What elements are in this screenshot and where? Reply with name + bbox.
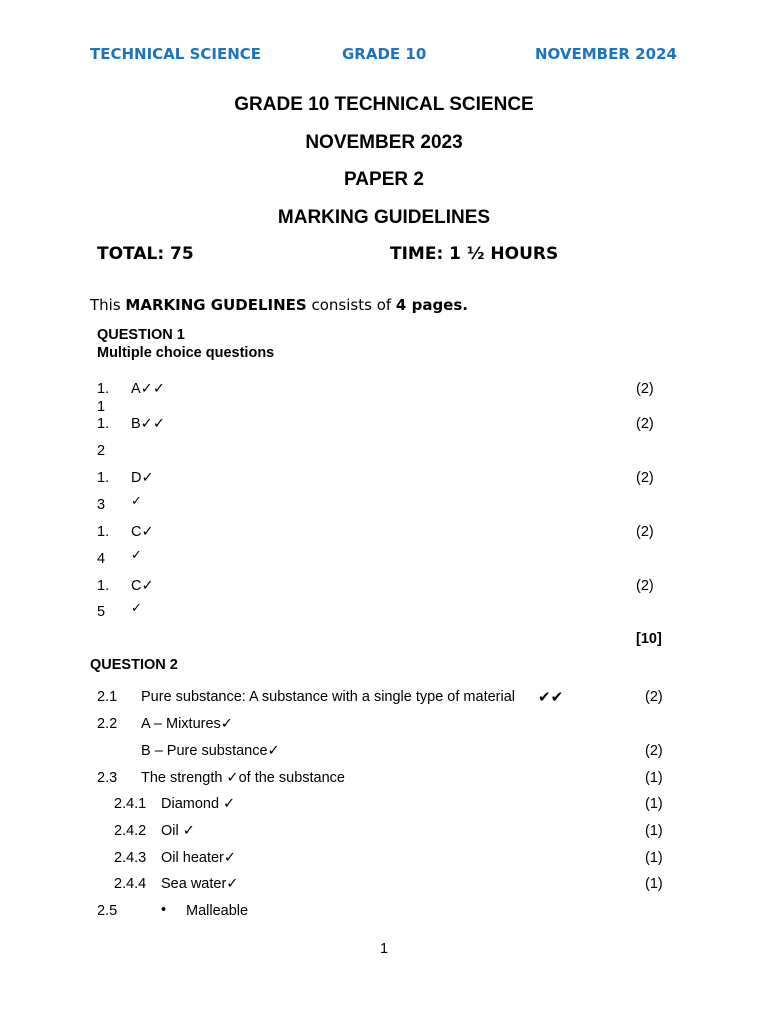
q2-item-text: B – Pure substance✓ xyxy=(141,743,280,759)
q2-item-number: 2.4.3 xyxy=(114,850,147,866)
q1-item-answer: C✓ xyxy=(131,578,154,594)
q1-item-tick: ✓ xyxy=(131,548,142,563)
pages-statement-doc-name: MARKING GUDELINES xyxy=(125,296,307,314)
q2-item-mark: (2) xyxy=(645,689,663,705)
question-1-total: [10] xyxy=(636,631,662,647)
q1-item-mark: (2) xyxy=(636,416,654,432)
question-1-heading: QUESTION 1 xyxy=(97,327,185,343)
q2-item-number: 2.4.4 xyxy=(114,876,147,892)
q2-item-number: 2.3 xyxy=(97,770,118,786)
q2-item-mark: (1) xyxy=(645,850,663,866)
q2-item-text: Pure substance: A substance with a single type of material xyxy=(141,689,515,705)
total-marks: TOTAL: 75 xyxy=(97,244,194,264)
q2-item-mark: (2) xyxy=(645,743,663,759)
bullet-icon: • xyxy=(161,902,167,918)
q1-item-mark: (2) xyxy=(636,524,654,540)
q1-item-answer: C✓ xyxy=(131,524,154,540)
question-2-heading: QUESTION 2 xyxy=(90,657,178,673)
q2-item-text: Sea water✓ xyxy=(161,876,239,892)
q1-item-number: 1. xyxy=(97,578,110,594)
page-number: 1 xyxy=(379,941,389,957)
header-date: NOVEMBER 2024 xyxy=(535,45,677,63)
q1-item-answer: B✓✓ xyxy=(131,416,165,432)
header-grade: GRADE 10 xyxy=(342,45,427,63)
q1-item-number-sub: 2 xyxy=(97,443,106,459)
q1-item-mark: (2) xyxy=(636,470,654,486)
title-line-3: PAPER 2 xyxy=(344,169,424,190)
q1-item-number-sub: 4 xyxy=(97,551,106,567)
q2-item-mark: (1) xyxy=(645,796,663,812)
q2-item-number: 2.4.1 xyxy=(114,796,147,812)
q1-item-number: 1. xyxy=(97,381,110,397)
q1-item-number: 1. xyxy=(97,470,110,486)
q2-item-text: Oil ✓ xyxy=(161,823,195,839)
q2-item-text: A – Mixtures✓ xyxy=(141,716,233,732)
q1-item-number: 1. xyxy=(97,524,110,540)
q2-item-number: 2.4.2 xyxy=(114,823,147,839)
q1-item-tick: ✓ xyxy=(131,494,142,509)
q1-item-tick: ✓ xyxy=(131,601,142,616)
q1-item-answer: D✓ xyxy=(131,470,154,486)
q2-item-mark: (1) xyxy=(645,770,663,786)
header-subject: TECHNICAL SCIENCE xyxy=(90,45,262,63)
q2-item-text: Diamond ✓ xyxy=(161,796,236,812)
q2-item-double-tick: ✔✔ xyxy=(538,688,564,706)
pages-statement-count: 4 pages. xyxy=(395,296,468,314)
q2-item-number: 2.2 xyxy=(97,716,118,732)
q1-item-number-sub: 1 xyxy=(97,399,106,415)
q2-item-mark: (1) xyxy=(645,876,663,892)
q1-item-number-sub: 5 xyxy=(97,604,106,620)
pages-statement xyxy=(90,296,468,314)
q2-item-mark: (1) xyxy=(645,823,663,839)
q1-item-number-sub: 3 xyxy=(97,497,106,513)
q2-item-number: 2.5 xyxy=(97,903,118,919)
question-1-subheading: Multiple choice questions xyxy=(97,345,275,361)
pages-statement-prefix: This xyxy=(90,296,126,314)
time-allowed: TIME: 1 ½ HOURS xyxy=(390,244,559,264)
q2-item-text: Oil heater✓ xyxy=(161,850,237,866)
title-line-2: NOVEMBER 2023 xyxy=(305,132,463,153)
title-line-4: MARKING GUIDELINES xyxy=(277,207,491,228)
q1-item-answer: A✓✓ xyxy=(131,381,165,397)
q2-item-text: The strength ✓of the substance xyxy=(141,770,345,786)
q2-item-number: 2.1 xyxy=(97,689,118,705)
pages-statement-middle: consists of xyxy=(306,296,396,314)
title-line-1: GRADE 10 TECHNICAL SCIENCE xyxy=(234,94,534,115)
q1-item-mark: (2) xyxy=(636,381,654,397)
q1-item-mark: (2) xyxy=(636,578,654,594)
q1-item-number: 1. xyxy=(97,416,110,432)
q2-item-text: Malleable xyxy=(186,903,249,919)
